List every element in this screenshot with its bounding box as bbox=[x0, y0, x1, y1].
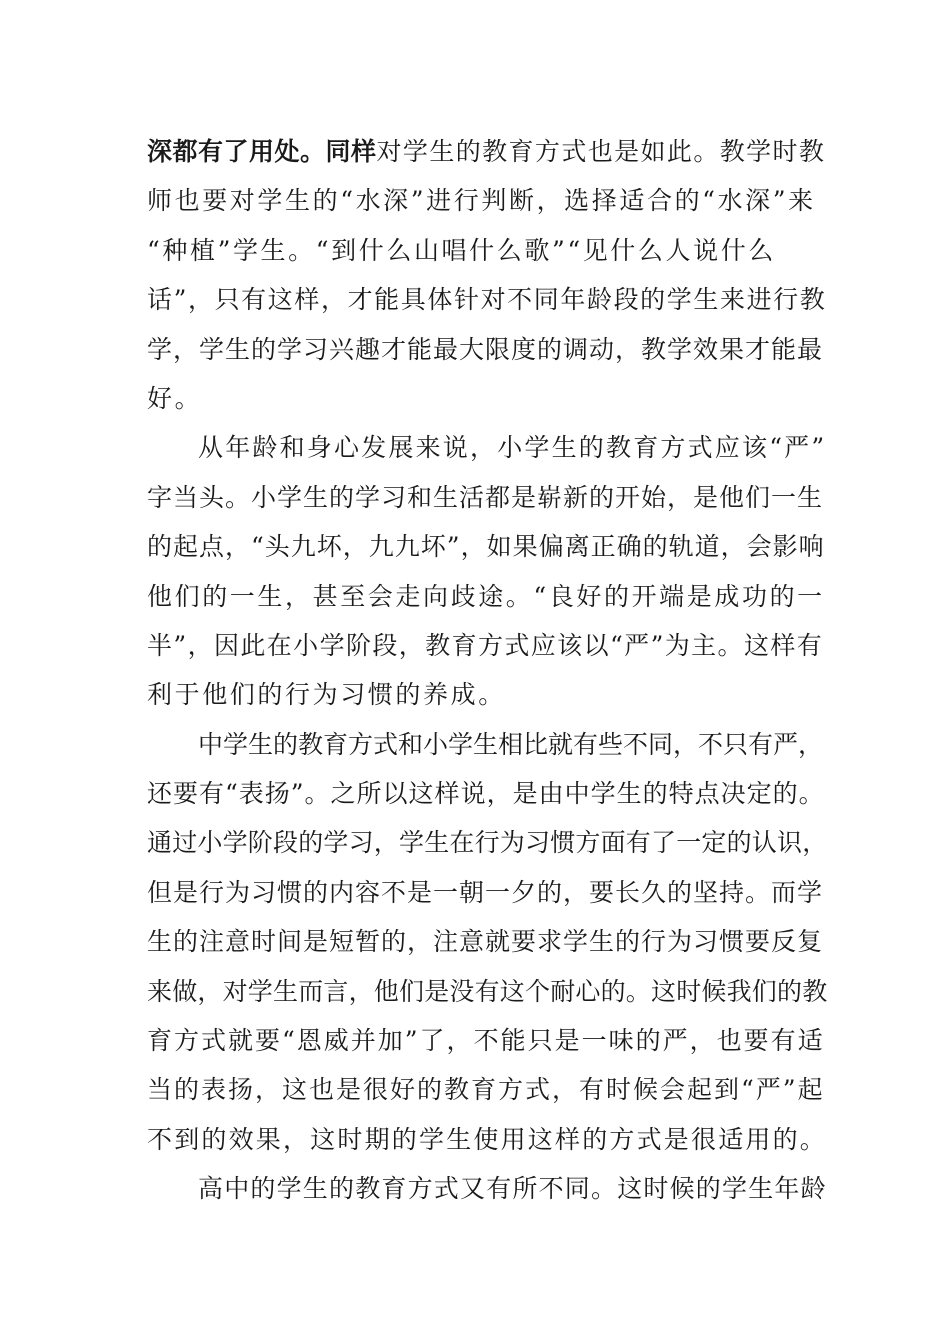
text-line: 半”，因此在小学阶段，教育方式应该以“严”为主。这样有 bbox=[147, 630, 824, 660]
text-line: 话”，只有这样，才能具体针对不同年龄段的学生来进行教 bbox=[147, 285, 827, 315]
text-line: 好。 bbox=[147, 383, 203, 413]
text-line: 来做，对学生而言，他们是没有这个耐心的。这时候我们的教 bbox=[147, 976, 828, 1006]
body-text bbox=[147, 127, 827, 1214]
bold-lead-text: 深都有了用处。同样 bbox=[147, 137, 377, 166]
text-line: 还要有“表扬”。之所以这样说，是由中学生的特点决定的。 bbox=[147, 779, 825, 809]
text-line: 但是行为习惯的内容不是一朝一夕的，要长久的坚持。而学 bbox=[147, 877, 824, 907]
paragraph-start-line: 高中的学生的教育方式又有所不同。这时候的学生年龄 bbox=[198, 1174, 827, 1204]
paragraph-start-line: 中学生的教育方式和小学生相比就有些不同，不只有严， bbox=[198, 729, 824, 759]
text-line bbox=[147, 127, 827, 176]
line-text: 对学生的教育方式也是如此。教学时教 bbox=[376, 137, 826, 166]
paragraph-start-line: 从年龄和身心发展来说，小学生的教育方式应该“严” bbox=[198, 433, 827, 463]
text-line: 他们的一生，甚至会走向歧途。“良好的开端是成功的一 bbox=[147, 581, 825, 611]
text-line: 当的表扬，这也是很好的教育方式，有时候会起到“严”起 bbox=[147, 1075, 825, 1105]
text-line: 不到的效果，这时期的学生使用这样的方式是很适用的。 bbox=[147, 1124, 828, 1154]
text-line: 生的注意时间是短暂的，注意就要求学生的行为习惯要反复 bbox=[147, 927, 824, 957]
text-line: “种植”学生。“到什么山唱什么歌”“见什么人说什么 bbox=[147, 235, 776, 265]
text-line: 师也要对学生的“水深”进行判断，选择适合的“水深”来 bbox=[147, 186, 816, 216]
text-line: 利于他们的行为习惯的养成。 bbox=[147, 680, 506, 710]
text-line: 字当头。小学生的学习和生活都是崭新的开始，是他们一生 bbox=[147, 482, 824, 512]
text-line: 的起点，“头九坏，九九坏”，如果偏离正确的轨道，会影响 bbox=[147, 532, 825, 562]
text-line: 育方式就要“恩威并加”了，不能只是一味的严，也要有适 bbox=[147, 1026, 825, 1056]
text-line: 学，学生的学习兴趣才能最大限度的调动，教学效果才能最 bbox=[147, 334, 824, 364]
text-line: 通过小学阶段的学习，学生在行为习惯方面有了一定的认识， bbox=[147, 828, 828, 858]
